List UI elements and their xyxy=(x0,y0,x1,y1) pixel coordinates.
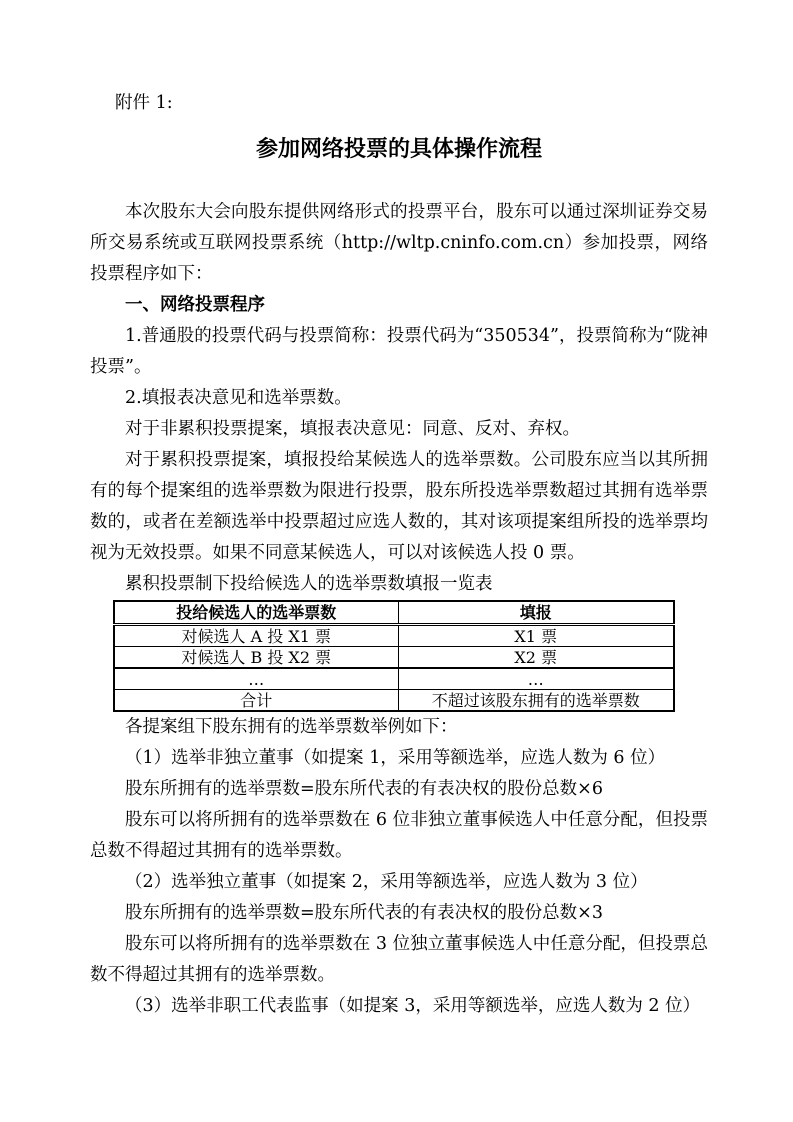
table-cell: 对候选人 B 投 X2 票 xyxy=(114,647,398,669)
table-cell: … xyxy=(114,668,398,690)
table-header-votes-for-candidate: 投给候选人的选举票数 xyxy=(114,601,398,625)
example2-title-paragraph: （2）选举独立董事（如提案 2，采用等额选举，应选人数为 3 位） xyxy=(125,872,648,892)
table-header-fill-in: 填报 xyxy=(398,601,674,625)
table-cell: 对候选人 A 投 X1 票 xyxy=(114,625,398,647)
table-cell: … xyxy=(398,668,674,690)
cumulative-voting-paragraph: 对于累积投票提案，填报投给某候选人的选举票数。公司股东应当以其所拥有的每个提案组的选举票数为限进行投票，股东所投选举票数超过其拥有选举票数的，或者在差额选举中投票超过应选人数的，其对该项提案组所投的选举票均视为无效投票。如果不同意某候选人，可以对该候选人投 0 票。 xyxy=(90,450,708,563)
intro-paragraph: 本次股东大会向股东提供网络形式的投票平台，股东可以通过深圳证券交易所交易系统或互联网投票系统（http://wltp.cninfo.com.cn）参加投票，网络投票程序如下： xyxy=(90,202,708,284)
table-row xyxy=(114,647,674,669)
cumulative-vote-fill-table xyxy=(113,600,675,712)
table-cell: 不超过该股东拥有的选举票数 xyxy=(398,690,674,712)
voting-code-paragraph: 1.普通股的投票代码与投票简称：投票代码为“350534”，投票简称为“陇神投票”。 xyxy=(90,326,708,377)
table-row xyxy=(114,668,674,690)
page-title: 参加网络投票的具体操作流程 xyxy=(255,137,542,162)
example3-title-paragraph: （3）选举非职工代表监事（如提案 3，采用等额选举，应选人数为 2 位） xyxy=(125,996,701,1016)
table-row xyxy=(114,690,674,712)
attachment-label: 附件 1: xyxy=(115,93,173,113)
noncumulative-voting-paragraph: 对于非累积投票提案，填报表决意见：同意、反对、弃权。 xyxy=(125,419,580,439)
table-header-row xyxy=(114,601,674,625)
example2-formula-paragraph: 股东所拥有的选举票数=股东所代表的有表决权的股份总数×3 xyxy=(125,903,603,923)
section-heading-network-voting-procedure: 一、网络投票程序 xyxy=(125,295,265,315)
document-body xyxy=(90,197,708,1022)
examples-intro-paragraph: 各提案组下股东拥有的选举票数举例如下： xyxy=(125,717,458,737)
example2-note-paragraph: 股东可以将所拥有的选举票数在 3 位独立董事候选人中任意分配，但投票总数不得超过其拥有的选举票数。 xyxy=(90,934,708,985)
table-row xyxy=(114,625,674,647)
table-caption: 累积投票制下投给候选人的选举票数填报一览表 xyxy=(125,574,493,594)
example1-formula-paragraph: 股东所拥有的选举票数=股东所代表的有表决权的股份总数×6 xyxy=(125,779,603,799)
table-cell: 合计 xyxy=(114,690,398,712)
fill-in-opinions-paragraph: 2.填报表决意见和选举票数。 xyxy=(125,388,352,408)
example1-title-paragraph: （1）选举非独立董事（如提案 1，采用等额选举，应选人数为 6 位） xyxy=(125,748,666,768)
table-cell: X1 票 xyxy=(398,625,674,647)
example1-note-paragraph: 股东可以将所拥有的选举票数在 6 位非独立董事候选人中任意分配，但投票总数不得超过其拥有的选举票数。 xyxy=(90,810,708,861)
table-cell: X2 票 xyxy=(398,647,674,669)
